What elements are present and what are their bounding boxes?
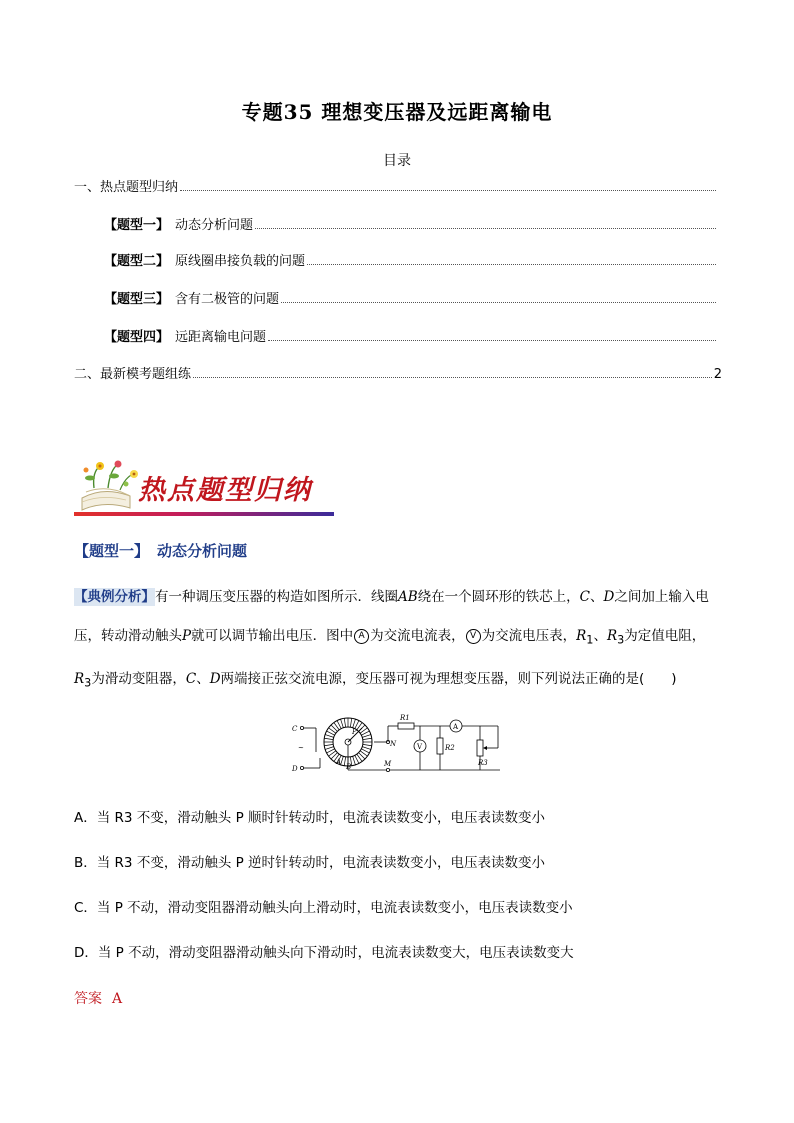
coil-winding <box>362 747 371 750</box>
ammeter-symbol: A <box>354 629 369 644</box>
var-p: P <box>182 628 192 644</box>
text: 为滑动变阻器， <box>91 670 186 687</box>
label-a: A <box>336 758 342 766</box>
subscript: 3 <box>617 633 625 647</box>
coil-winding <box>353 756 356 765</box>
answer-label: 答案 <box>74 991 102 1007</box>
coil-winding <box>341 719 344 728</box>
coil-winding <box>344 718 345 727</box>
toc-leader-dots <box>268 339 716 341</box>
toc-leader-dots <box>307 263 716 265</box>
label-n: N <box>390 740 397 748</box>
coil-winding <box>362 735 371 738</box>
toc-bracket: 【题型一】 <box>104 218 170 233</box>
coil-winding <box>353 719 356 728</box>
answer <box>74 988 122 1008</box>
label-m: M <box>384 760 392 768</box>
resistor-r1 <box>398 723 414 729</box>
var-d: D <box>209 670 221 687</box>
answer-value: A <box>112 991 123 1007</box>
toc-bracket: 【题型二】 <box>104 254 170 269</box>
text: 之间加上输入电压，转动滑动触头 <box>74 589 709 644</box>
var-c: C <box>579 589 591 605</box>
coil-winding <box>363 744 372 745</box>
section-bracket: 【题型一】 <box>74 542 150 560</box>
toc-item-section-1[interactable] <box>74 176 722 195</box>
transformer-circuit-diagram <box>290 712 502 776</box>
coil-winding <box>363 738 372 739</box>
banner-title: 热点题型归纳 <box>138 475 312 506</box>
toc-item-type-2[interactable] <box>104 250 722 269</box>
var-r1: R <box>576 628 587 644</box>
var-d: D <box>603 589 615 605</box>
text: 为交流电压表， <box>481 628 577 644</box>
coil-winding <box>325 735 334 738</box>
toc-label: 远距离输电问题 <box>175 330 267 345</box>
subscript: 1 <box>586 633 594 647</box>
toc-heading: 目录 <box>383 153 411 169</box>
label-d: D <box>292 765 298 773</box>
resistor-r2 <box>437 738 443 754</box>
banner-underline <box>74 512 334 516</box>
option-c[interactable]: C．当 P 不动，滑动变阻器滑动触头向上滑动时，电流表读数变小，电压表读数变小 <box>74 900 573 916</box>
example-tag: 【典例分析】 <box>74 589 155 605</box>
label-ac-source: ~ <box>298 744 304 752</box>
voltmeter-symbol: V <box>466 629 481 644</box>
coil-winding <box>324 744 333 745</box>
toc-label: 动态分析问题 <box>175 218 254 233</box>
text: 为交流电流表， <box>370 628 465 644</box>
label-v: V <box>417 743 423 751</box>
text: 、 <box>196 670 210 687</box>
toc-item-type-4[interactable] <box>104 326 722 345</box>
option-d[interactable]: D．当 P 不动，滑动变阻器滑动触头向下滑动时，电流表读数变大，电压表读数变大 <box>74 945 574 961</box>
label-r1: R1 <box>400 714 410 722</box>
rheostat-slider <box>483 746 487 750</box>
coil-winding <box>325 747 334 750</box>
var-r3: R <box>74 670 85 687</box>
var-r3: R <box>606 628 618 644</box>
toc-item-type-3[interactable] <box>104 288 722 307</box>
toc-page: 2 <box>713 367 722 382</box>
toc-leader-dots <box>180 189 716 191</box>
text: 绕在一个圆环形的铁芯上， <box>417 589 580 605</box>
toc-label: 一、热点题型归纳 <box>74 180 179 195</box>
text: 、 <box>593 628 607 644</box>
label-p: P <box>352 728 357 736</box>
option-b[interactable]: B．当 R3 不变，滑动触头 P 逆时针转动时，电流表读数变小，电压表读数变小 <box>74 855 546 871</box>
toc-item-section-2[interactable] <box>74 363 722 382</box>
label-am: A <box>453 723 459 731</box>
var-ab: AB <box>398 589 418 605</box>
label-r2: R2 <box>445 744 455 752</box>
toc-leader-dots <box>193 376 712 378</box>
var-c: C <box>185 670 197 687</box>
terminal-c <box>300 726 303 729</box>
text: 为定值电阻， <box>624 628 706 644</box>
text: 两端接正弦交流电源，变压器可视为理想变压器，则下列说法正确的是( ) <box>220 670 677 687</box>
option-a[interactable]: A．当 R3 不变，滑动触头 P 顺时针转动时，电流表读数变小，电压表读数变小 <box>74 810 546 826</box>
toc-label: 含有二极管的问题 <box>175 292 280 307</box>
rheostat-r3 <box>477 740 483 756</box>
toc-bracket: 【题型四】 <box>104 330 170 345</box>
text: 就可以调节输出电压．图中 <box>191 628 354 644</box>
toc-label: 原线圈串接负载的问题 <box>175 254 306 269</box>
label-b: B <box>346 763 352 771</box>
toc-label: 二、最新模考题组练 <box>74 367 192 382</box>
example-question <box>74 578 724 702</box>
toc-item-type-1[interactable] <box>104 214 722 233</box>
terminal-d <box>300 766 303 769</box>
toc-leader-dots <box>281 301 716 303</box>
coil-winding <box>350 718 351 727</box>
text: 有一种调压变压器的构造如图所示．线圈 <box>155 589 398 605</box>
label-c: C <box>292 725 298 733</box>
toc-bracket: 【题型三】 <box>104 292 170 307</box>
toc-leader-dots <box>255 227 716 229</box>
label-r3: R3 <box>478 759 488 767</box>
section-heading <box>74 540 247 561</box>
text: 、 <box>590 589 604 605</box>
coil-winding <box>324 738 333 739</box>
section-title: 动态分析问题 <box>157 542 248 560</box>
terminal-m <box>386 768 389 771</box>
document-title: 专题35 理想变压器及远距离输电 <box>241 100 553 124</box>
subscript: 3 <box>84 676 92 690</box>
